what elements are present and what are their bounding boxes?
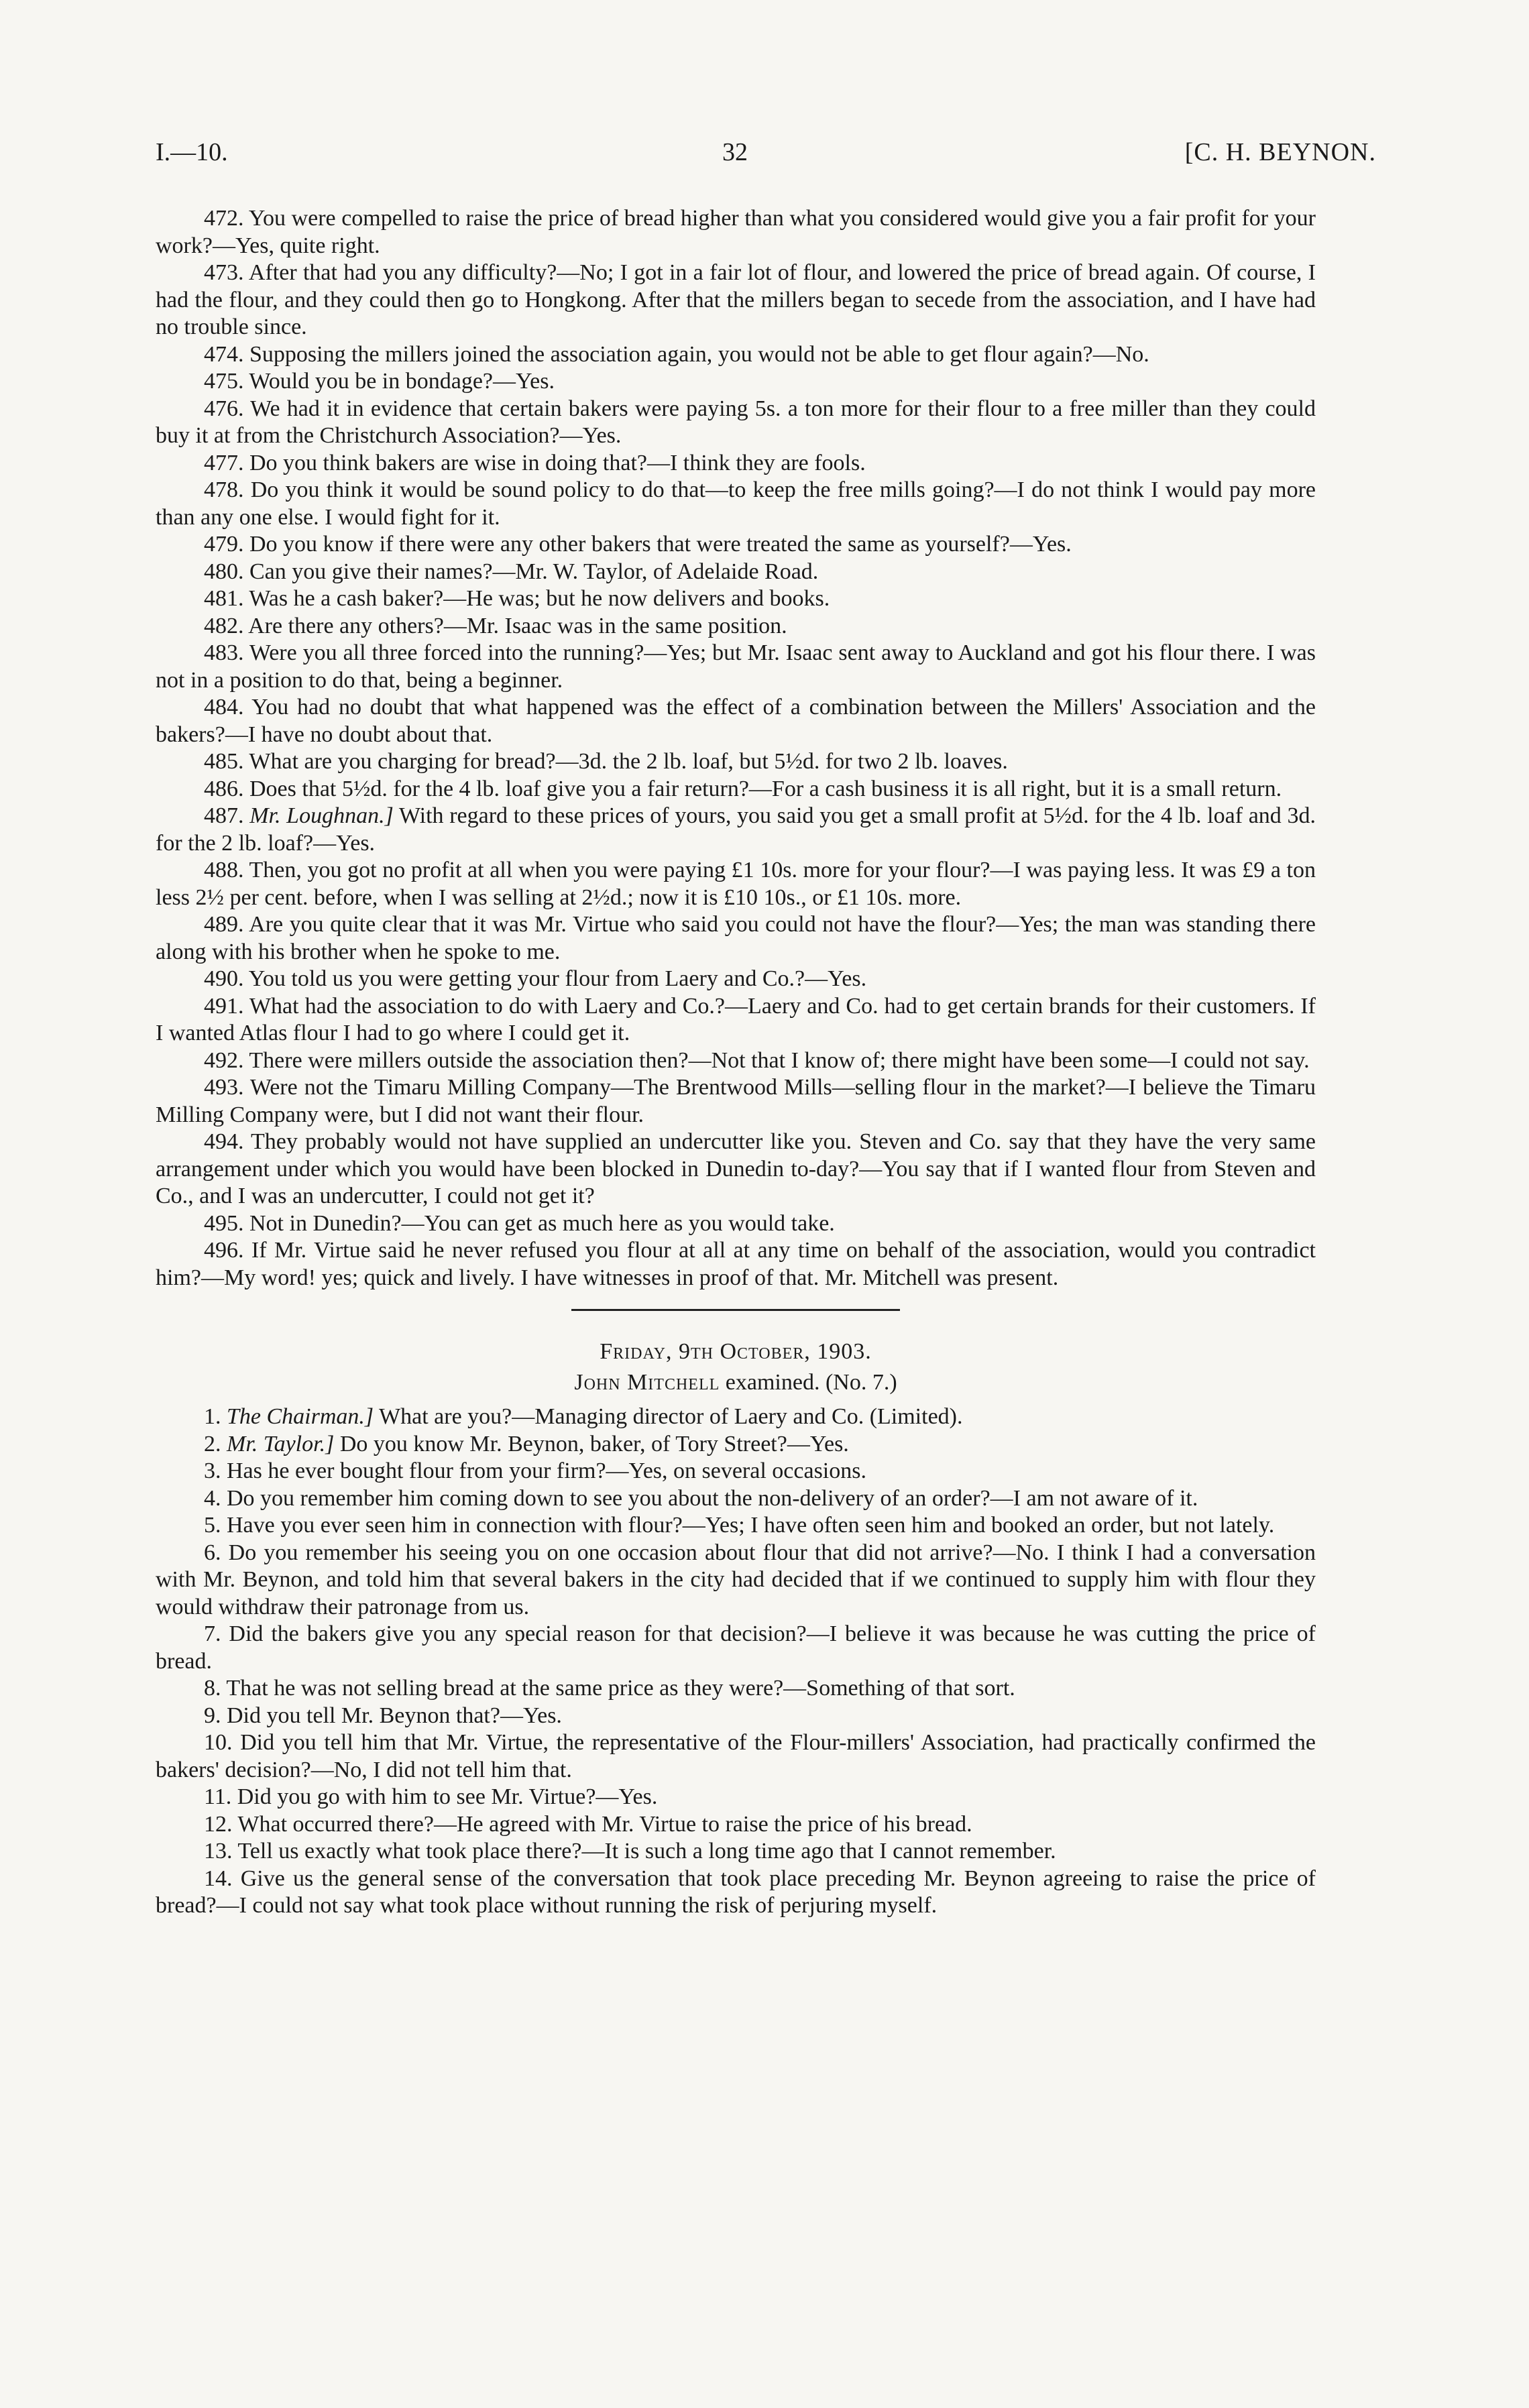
speaker-label: The Chairman.] <box>227 1404 374 1429</box>
question-1: 1. The Chairman.] What are you?—Managing director of Laery and Co. (Limited). <box>204 1404 963 1429</box>
witness-reference: [C. H. BEYNON. <box>1184 138 1376 166</box>
question-paragraph: 481. Was he a cash baker?—He was; but he now delivers and books. <box>204 586 830 611</box>
paper-reference: I.—10. <box>156 138 228 166</box>
document-body <box>156 205 1316 1920</box>
question-paragraph: 10. Did you tell him that Mr. Virtue, the representative of the Flour-millers' Association, had practically confirmed the bakers' decision?—No, I did not tell him that. <box>156 1730 1316 1782</box>
question-paragraph: 479. Do you know if there were any other bakers that were treated the same as yourself?—Yes. <box>204 532 1072 557</box>
question-paragraph: 12. What occurred there?—He agreed with Mr. Virtue to raise the price of his bread. <box>204 1811 972 1837</box>
question-paragraph: 9. Did you tell Mr. Beynon that?—Yes. <box>204 1703 562 1728</box>
evidence-block-mitchell <box>156 1458 1316 1920</box>
question-paragraph: 493. Were not the Timaru Milling Company—The Brentwood Mills—selling flour in the market?—I believe the Timaru Milling Company were, but I did not want their flour. <box>156 1075 1316 1127</box>
evidence-block-beynon <box>156 205 1316 803</box>
speaker-label: Mr. Loughnan.] <box>249 803 394 828</box>
question-paragraph: 476. We had it in evidence that certain bakers were paying 5s. a ton more for their flour to a free miller than they could buy it at from the Christchurch Association?—Yes. <box>156 396 1316 448</box>
question-paragraph: 7. Did the bakers give you any special reason for that decision?—I believe it was because he was cutting the price of bread. <box>156 1621 1316 1674</box>
question-487: 487. Mr. Loughnan.] With regard to these prices of yours, you said you get a small profit at 5½d. for the 4 lb. loaf and 3d. for the 2 lb. loaf?—Yes. <box>156 803 1316 856</box>
question-paragraph: 472. You were compelled to raise the price of bread higher than what you considered would give you a fair profit for your work?—Yes, quite right. <box>156 206 1316 258</box>
question-paragraph: 480. Can you give their names?—Mr. W. Taylor, of Adelaide Road. <box>204 559 819 584</box>
question-paragraph: 6. Do you remember his seeing you on one occasion about flour that did not arrive?—No. I think I had a conversation with Mr. Beynon, and told him that several bakers in the city had decided that if we continued to supply him with flour they would withdraw their patronage from us. <box>156 1540 1316 1619</box>
section-date: Friday, 9th October, 1903. <box>600 1339 872 1364</box>
question-2: 2. Mr. Taylor.] Do you know Mr. Beynon, baker, of Tory Street?—Yes. <box>204 1431 849 1456</box>
question-paragraph: 4. Do you remember him coming down to see you about the non-delivery of an order?—I am not aware of it. <box>204 1485 1198 1511</box>
question-paragraph: 483. Were you all three forced into the running?—Yes; but Mr. Isaac sent away to Auckland and got his flour there. I was not in a position to do that, being a beginner. <box>156 640 1316 693</box>
question-paragraph: 13. Tell us exactly what took place there?—It is such a long time ago that I cannot remember. <box>204 1839 1056 1864</box>
question-paragraph: 484. You had no doubt that what happened was the effect of a combination between the Millers' Association and the bakers?—I have no doubt about that. <box>156 695 1316 747</box>
question-paragraph: 490. You told us you were getting your flour from Laery and Co.?—Yes. <box>204 966 867 991</box>
question-paragraph: 5. Have you ever seen him in connection with flour?—Yes; I have often seen him and booked an order, but not lately. <box>204 1513 1275 1538</box>
speaker-label: Mr. Taylor.] <box>227 1431 335 1456</box>
question-paragraph: 488. Then, you got no profit at all when you were paying £1 10s. more for your flour?—I was paying less. It was £9 a ton less 2½ per cent. before, when I was selling at 2½d.; now it is £10 10s., or £1 10s. more. <box>156 858 1316 910</box>
question-paragraph: 489. Are you quite clear that it was Mr. Virtue who said you could not have the flour?—Yes; the man was standing there along with his brother when he spoke to me. <box>156 912 1316 964</box>
evidence-block-beynon-continued <box>156 857 1316 1292</box>
question-paragraph: 14. Give us the general sense of the conversation that took place preceding Mr. Beynon agreeing to raise the price of bread?—I could not say what took place without running the risk of perjuring myself. <box>156 1866 1316 1918</box>
witness-heading <box>156 1367 1316 1398</box>
question-paragraph: 486. Does that 5½d. for the 4 lb. loaf give you a fair return?—For a cash business it is all right, but it is a small return. <box>204 776 1282 801</box>
question-paragraph: 474. Supposing the millers joined the association again, you would not be able to get flour again?—No. <box>204 341 1149 367</box>
witness-name: John Mitchell <box>574 1370 720 1395</box>
question-paragraph: 492. There were millers outside the association then?—Not that I know of; there might have been some—I could not say. <box>204 1047 1310 1073</box>
question-paragraph: 477. Do you think bakers are wise in doing that?—I think they are fools. <box>204 450 866 475</box>
question-paragraph: 8. That he was not selling bread at the same price as they were?—Something of that sort. <box>204 1676 1015 1701</box>
examination-label: examined. (No. 7.) <box>725 1370 897 1395</box>
page-number: 32 <box>722 138 748 166</box>
question-paragraph: 491. What had the association to do with Laery and Co.?—Laery and Co. had to get certain brands for their customers. If I wanted Atlas flour I had to go where I could get it. <box>156 993 1316 1045</box>
question-paragraph: 478. Do you think it would be sound policy to do that—to keep the free mills going?—I do not think I would pay more than any one else. I would fight for it. <box>156 477 1316 530</box>
question-paragraph: 495. Not in Dunedin?—You can get as much here as you would take. <box>204 1210 835 1236</box>
question-paragraph: 482. Are there any others?—Mr. Isaac was in the same position. <box>204 613 787 638</box>
question-paragraph: 496. If Mr. Virtue said he never refused you flour at all at any time on behalf of the association, would you contradict him?—My word! yes; quick and lively. I have witnesses in proof of that. Mr. Mitchell was present. <box>156 1238 1316 1290</box>
question-paragraph: 485. What are you charging for bread?—3d. the 2 lb. loaf, but 5½d. for two 2 lb. loaves. <box>204 749 1008 774</box>
question-paragraph: 11. Did you go with him to see Mr. Virtue?—Yes. <box>204 1784 658 1809</box>
section-divider <box>571 1309 900 1311</box>
question-paragraph: 494. They probably would not have supplied an undercutter like you. Steven and Co. say that they have the very same arrangement under which you would have been blocked in Dunedin to-day?—You say that if I wanted flour from Steven and Co., and I was an undercutter, I could not get it? <box>156 1129 1316 1208</box>
question-paragraph: 475. Would you be in bondage?—Yes. <box>204 369 555 394</box>
question-paragraph: 3. Has he ever bought flour from your firm?—Yes, on several occasions. <box>204 1458 866 1483</box>
question-paragraph: 473. After that had you any difficulty?—No; I got in a fair lot of flour, and lowered the price of bread again. Of course, I had the flour, and they could then go to Hongkong. After that the millers began to secede from the association, and I have had no trouble since. <box>156 260 1316 339</box>
page-header <box>156 137 1376 178</box>
